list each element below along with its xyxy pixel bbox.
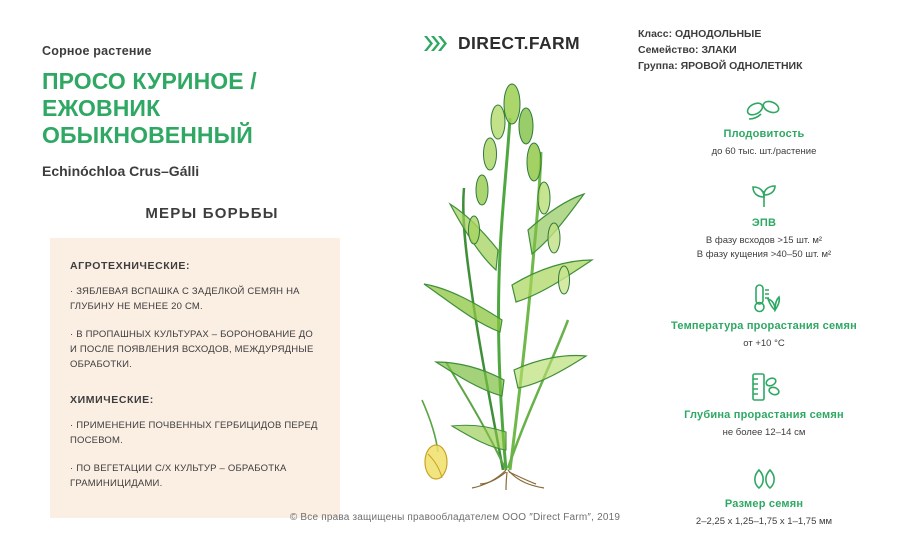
fact-value: В фазу кущения >40–50 шт. м² — [696, 249, 832, 260]
taxonomy-label: Семейство: — [638, 44, 699, 56]
fact-name: Плодовитость — [723, 128, 805, 140]
taxonomy-label: Группа: — [638, 60, 678, 72]
seed-size-icon — [638, 458, 890, 492]
taxonomy-row — [638, 42, 878, 58]
fact-fecundity — [638, 88, 890, 159]
measures-panel — [50, 238, 340, 518]
measures-item: · В ПРОПАШНЫХ КУЛЬТУРАХ – БОРОНОВАНИЕ ДО И ПОСЛЕ ПОЯВЛЕНИЯ ВСХОДОВ, МЕЖДУРЯДНЫЕ ОБРАБОТКИ. — [70, 329, 314, 370]
fact-germination-depth — [638, 369, 890, 440]
fact-name: Температура прорастания семян — [671, 320, 857, 332]
measures-heading: МЕРЫ БОРЬБЫ — [145, 205, 279, 222]
kicker-text: Сорное растение — [42, 44, 152, 58]
facts-list — [638, 88, 890, 547]
fact-value: от +10 °С — [743, 338, 785, 349]
plant-illustration — [378, 70, 638, 490]
brand-logo — [424, 33, 580, 54]
seeds-icon — [638, 88, 890, 122]
taxonomy-label: Класс: — [638, 28, 673, 40]
measures-section-heading-chem: ХИМИЧЕСКИЕ: — [70, 394, 154, 406]
taxonomy-row — [638, 26, 878, 42]
thermometer-icon — [638, 280, 890, 314]
measures-item: · ЗЯБЛЕВАЯ ВСПАШКА С ЗАДЕЛКОЙ СЕМЯН НА ГЛУБИНУ НЕ МЕНЕЕ 20 СМ. — [70, 286, 300, 312]
fact-germination-temperature — [638, 280, 890, 351]
taxonomy-row — [638, 58, 878, 74]
taxonomy-block — [638, 26, 878, 74]
epv-icon — [638, 177, 890, 211]
fact-value: не более 12–14 см — [722, 427, 806, 438]
taxonomy-value: ЗЛАКИ — [701, 44, 737, 56]
footer-copyright: © Все права защищены правообладателем ООО ″Direct Farm″, 2019 — [289, 512, 621, 523]
chevrons-icon — [424, 35, 450, 52]
fact-value: В фазу всходов >15 шт. м² — [705, 235, 823, 246]
measures-item: · ПРИМЕНЕНИЕ ПОЧВЕННЫХ ГЕРБИЦИДОВ ПЕРЕД ПОСЕВОМ. — [70, 420, 318, 446]
left-column — [42, 44, 372, 518]
measures-item: · ПО ВЕГЕТАЦИИ С/Х КУЛЬТУР – ОБРАБОТКА ГРАМИНИЦИДАМИ. — [70, 463, 287, 489]
fact-name: Глубина прорастания семян — [684, 409, 844, 421]
taxonomy-value: ЯРОВОЙ ОДНОЛЕТНИК — [680, 60, 803, 72]
fact-value: 2–2,25 x 1,25–1,75 x 1–1,75 мм — [695, 516, 833, 527]
page-title: ПРОСО КУРИНОЕ / ЕЖОВНИК ОБЫКНОВЕННЫЙ — [42, 68, 257, 148]
fact-value: до 60 тыс. шт./растение — [711, 146, 817, 157]
ruler-icon — [638, 369, 890, 403]
fact-name: Размер семян — [724, 498, 804, 510]
measures-section-heading-agro: АГРОТЕХНИЧЕСКИЕ: — [70, 260, 191, 272]
fact-epv — [638, 177, 890, 262]
latin-name: Echinóchloa Crus–Gálli — [42, 163, 200, 179]
taxonomy-value: ОДНОДОЛЬНЫЕ — [675, 28, 762, 40]
fact-name: ЭПВ — [751, 217, 777, 229]
brand-wordmark: DIRECT.FARM — [458, 33, 581, 53]
